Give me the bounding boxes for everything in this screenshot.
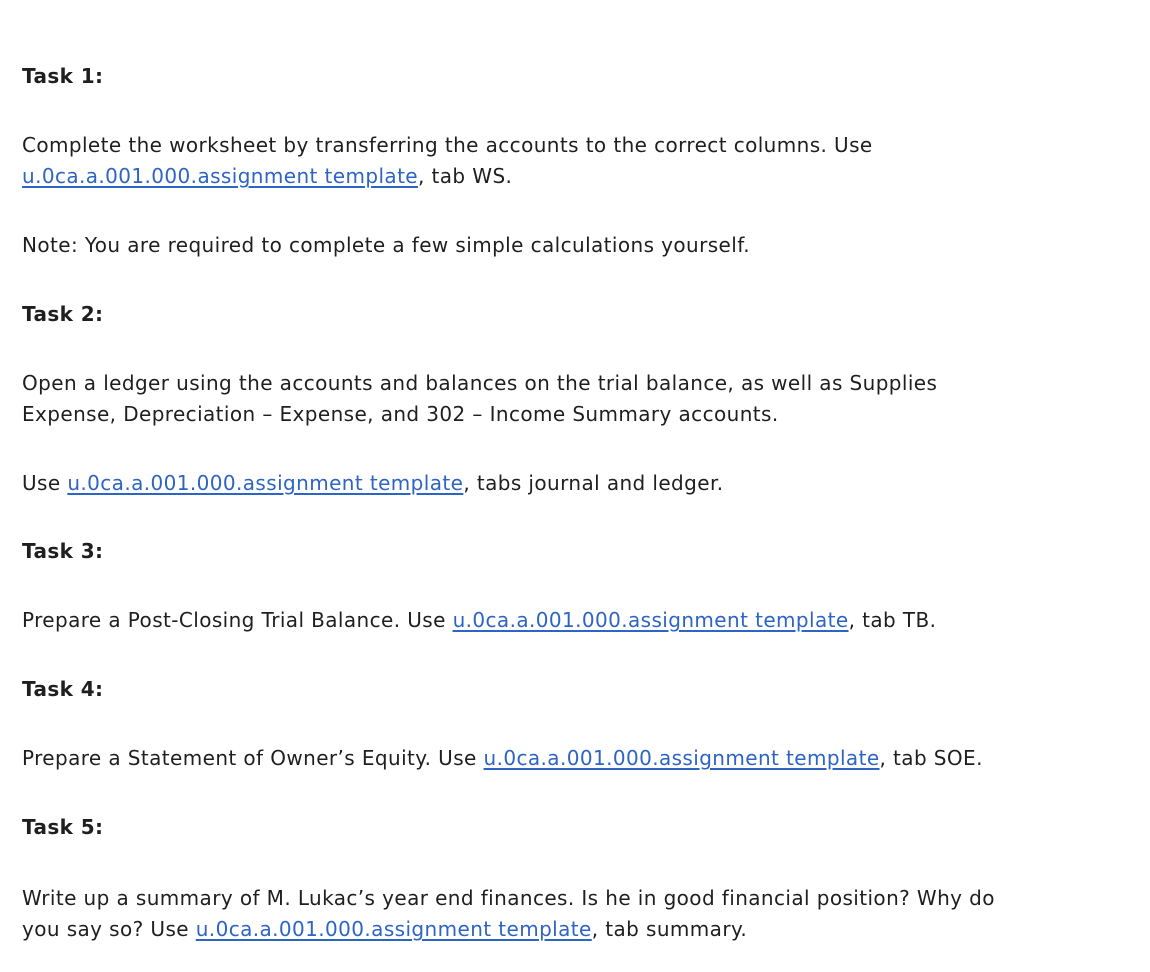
task-1-instructions [22, 130, 873, 192]
assignment-template-link[interactable]: u.0ca.a.001.000.assignment template [452, 608, 849, 632]
task-5-instructions [22, 883, 995, 945]
task-4-link-suffix: , tab SOE. [879, 746, 983, 770]
task-1-heading: Task 1: [22, 64, 104, 88]
task-5-link-prefix: you say so? Use [22, 917, 196, 941]
task-1-note: Note: You are required to complete a few simple calculations yourself. [22, 233, 750, 257]
task-5-instructions-line1: Write up a summary of M. Lukac’s year end finances. Is he in good financial position? Why do [22, 886, 995, 910]
task-3-instructions [22, 605, 936, 636]
task-5-heading: Task 5: [22, 815, 104, 839]
task-4-link-prefix: Prepare a Statement of Owner’s Equity. Use [22, 746, 484, 770]
task-2-link-prefix: Use [22, 471, 68, 495]
task-2-instructions [22, 368, 937, 430]
task-2-instructions-line2: Expense, Depreciation – Expense, and 302 – Income Summary accounts. [22, 402, 779, 426]
task-2-link-suffix: , tabs journal and ledger. [463, 471, 724, 495]
task-4-instructions [22, 743, 983, 774]
task-3-link-prefix: Prepare a Post-Closing Trial Balance. Use [22, 608, 453, 632]
assignment-template-link[interactable]: u.0ca.a.001.000.assignment template [483, 746, 880, 770]
assignment-template-link[interactable]: u.0ca.a.001.000.assignment template [195, 917, 592, 941]
task-4-heading: Task 4: [22, 677, 104, 701]
assignment-template-link[interactable]: u.0ca.a.001.000.assignment template [67, 471, 464, 495]
task-1-link-suffix: , tab WS. [418, 164, 513, 188]
task-2-instructions-line1: Open a ledger using the accounts and balances on the trial balance, as well as Supplies [22, 371, 938, 395]
task-5-link-suffix: , tab summary. [591, 917, 748, 941]
task-3-heading: Task 3: [22, 539, 104, 563]
task-2-heading: Task 2: [22, 302, 104, 326]
assignment-template-link[interactable]: u.0ca.a.001.000.assignment template [22, 164, 419, 188]
task-3-link-suffix: , tab TB. [848, 608, 937, 632]
task-2-template-instructions [22, 468, 724, 499]
task-1-instructions-line1: Complete the worksheet by transferring the accounts to the correct columns. Use [22, 133, 873, 157]
